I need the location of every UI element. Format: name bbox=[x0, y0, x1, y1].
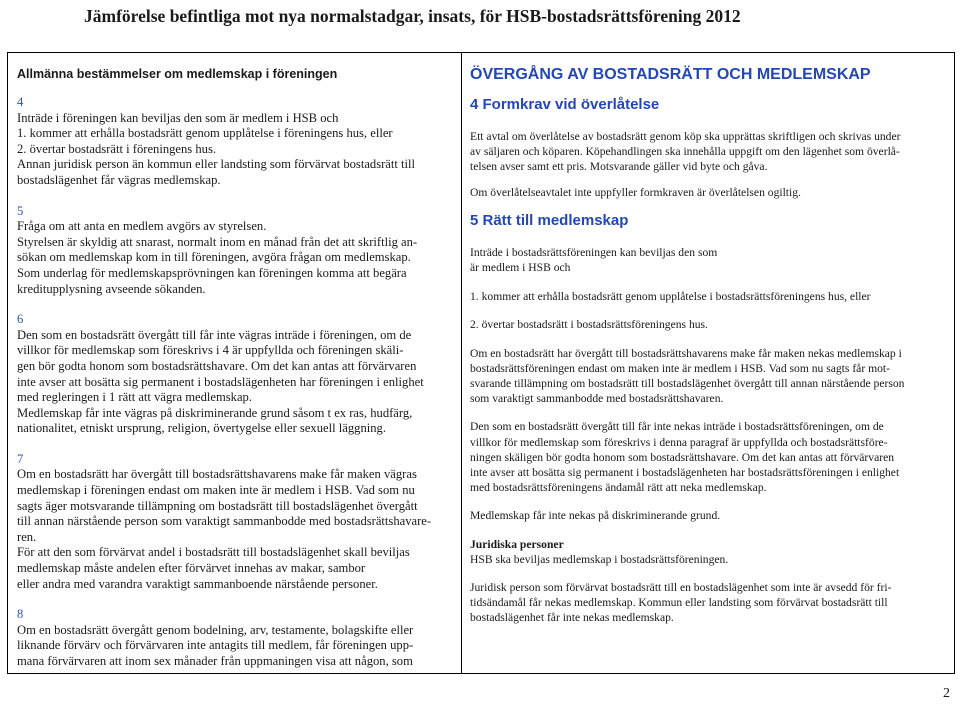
text-line: Om en bostadsrätt övergått genom bodelning, arv, testamente, bolagskifte eller bbox=[17, 622, 414, 637]
paragraph-number-6: 6 bbox=[17, 312, 24, 327]
text-line: sökan om medlemskap kom in till föreningen, avgöra frågan om medlemskap. bbox=[17, 250, 411, 265]
text-line: Medlemskap får inte vägras på diskriminerande grund såsom t ex ras, hudfärg, bbox=[17, 405, 413, 420]
text-line: telsen avser samt ett pris. Motsvarande gäller vid byte och gåva. bbox=[470, 160, 768, 174]
text-line: Inträde i bostadsrättsföreningen kan beviljas den som bbox=[470, 245, 718, 259]
text-line: är medlem i HSB och bbox=[470, 261, 571, 275]
text-line: Om en bostadsrätt har övergått till bostadsrättshavarens make får maken vägras bbox=[17, 467, 417, 482]
paragraph-7-text bbox=[17, 467, 453, 592]
text-line: Juridisk person som förvärvat bostadsrätt till en bostadslägenhet som inte är avsedd för fri- bbox=[470, 581, 892, 595]
text-line: Styrelsen är skyldig att snarast, normalt inom en månad från det att skriftlig an- bbox=[17, 234, 418, 249]
text-line: Om en bostadsrätt har övergått till bostadsrättshavarens make får maken nekas medlemskap i bbox=[470, 346, 902, 360]
paragraph-number-7: 7 bbox=[17, 451, 24, 466]
text-line: eller andra med varandra varaktigt sammanboende närstående personer. bbox=[17, 576, 378, 591]
left-column-current-statutes bbox=[17, 52, 453, 670]
text-line: gen bör godta honom som bostadsrättshavare. Om det kan antas att förvärvaren bbox=[17, 358, 417, 373]
document-title: Jämförelse befintliga mot nya normalstadgar, insats, för HSB-bostadsrättsförening 2012 bbox=[84, 6, 741, 26]
text-line: 2. övertar bostadsrätt i föreningens hus. bbox=[17, 141, 217, 156]
text-line: villkor för medlemskap som föreskrivs i denna paragraf är uppfyllda och bostadsrättsföre- bbox=[470, 435, 888, 449]
text-line: som varaktigt sammanbodde med bostadsrättshavaren. bbox=[470, 392, 724, 406]
text-line: Annan juridisk person än kommun eller landsting som förvärvat bostadsrätt till bbox=[17, 157, 416, 172]
text-line: ningen skäligen bör godta honom som bostadsrättshavare. Om det kan antas att förvärvaren bbox=[470, 450, 895, 464]
paragraph-number-5: 5 bbox=[17, 203, 24, 218]
text-line: med bostadsrättsföreningens ändamål rätt att neka medlemskap. bbox=[470, 481, 767, 495]
left-section-heading: Allmänna bestämmelser om medlemskap i föreningen bbox=[17, 67, 338, 81]
text-line: ren. bbox=[17, 529, 37, 544]
text-line: kreditupplysning avseende sökanden. bbox=[17, 281, 206, 296]
text-line: 1. kommer att erhålla bostadsrätt genom upplåtelse i föreningens hus, eller bbox=[17, 126, 393, 141]
text-line: mana förvärvaren att inom sex månader från uppmaningen visa att någon, som bbox=[17, 654, 413, 668]
text-line: bostadsrättsföreningen endast om maken inte är medlem i HSB. Vad som nu sagts får mot- bbox=[470, 361, 890, 375]
text-line: villkor för medlemskap som föreskrivs i 4 är uppfyllda och föreningen skäli- bbox=[17, 343, 404, 358]
subheading-ratt-till-medlemskap: 5 Rätt till medlemskap bbox=[470, 211, 629, 229]
paragraph-number-8: 8 bbox=[17, 607, 24, 622]
text-line: med regleringen i 1 rätt att vägra medlemskap. bbox=[17, 390, 252, 405]
text-line: Den som en bostadsrätt övergått till får inte nekas inträde i bostadsrättsföreningen, om de bbox=[470, 420, 884, 434]
text-line: Om överlåtelseavtalet inte uppfyller formkraven är överlåtelsen ogiltig. bbox=[470, 185, 801, 199]
paragraph-8-text bbox=[17, 623, 453, 670]
text-line: medlemskap i föreningen endast om maken inte är medlem i HSB. Vad som nu bbox=[17, 483, 415, 498]
right-section-heading: ÖVERGÅNG AV BOSTADSRÄTT OCH MEDLEMSKAP bbox=[470, 66, 871, 83]
text-line: bostadslägenhet får inte nekas medlemskap. bbox=[470, 611, 674, 625]
text-line: av säljaren och köparen. Köpehandlingen ska innehålla uppgift om den lägenhet som överlå- bbox=[470, 145, 900, 159]
text-line: inte avser att bosätta sig permanent i bostadslägenheten har bostadsrättsföreningen i enlighet bbox=[470, 466, 900, 480]
page-number: 2 bbox=[943, 686, 950, 701]
text-line: till annan närstående person som varaktigt sammanbodde med bostadsrättshavare- bbox=[17, 514, 432, 529]
list-item: 2. övertar bostadsrätt i bostadsrättsföreningens hus. bbox=[470, 318, 708, 332]
text-line: liknande förvärv och förvärvaren inte antagits till medlem, får föreningen upp- bbox=[17, 638, 414, 653]
right-column-new-statutes bbox=[470, 52, 950, 626]
column-divider bbox=[461, 52, 462, 673]
text-line: Ett avtal om överlåtelse av bostadsrätt genom köp ska upprättas skriftligen och skrivas under bbox=[470, 130, 901, 143]
text-line: Fråga om att anta en medlem avgörs av styrelsen. bbox=[17, 219, 267, 234]
text-line: medlemskap måste andelen efter förvärvet innehas av makar, sambor bbox=[17, 561, 366, 576]
text-line: HSB ska beviljas medlemskap i bostadsrättsföreningen. bbox=[470, 552, 729, 566]
text-line: nationalitet, etniskt ursprung, religion, övertygelse eller sexuell läggning. bbox=[17, 421, 386, 436]
text-line: tidsändamål får nekas medlemskap. Kommun eller landsting som förvärvat bostadsrätt till bbox=[470, 596, 888, 610]
paragraph-number-4: 4 bbox=[17, 95, 24, 109]
subheading-juridiska-personer: Juridiska personer bbox=[470, 537, 564, 551]
subheading-formkrav: 4 Formkrav vid överlåtelse bbox=[470, 96, 660, 113]
paragraph-4-text bbox=[17, 111, 453, 189]
text-line: bostadslägenhet får vägras medlemskap. bbox=[17, 172, 221, 187]
paragraph-6-text bbox=[17, 328, 453, 437]
text-line: För att den som förvärvat andel i bostadsrätt till bostadslägenhet skall beviljas bbox=[17, 545, 410, 560]
paragraph-5-text bbox=[17, 219, 453, 297]
text-line: Den som en bostadsrätt övergått till får inte vägras inträde i föreningen, om de bbox=[17, 327, 412, 342]
text-line: Inträde i föreningen kan beviljas den som är medlem i HSB och bbox=[17, 110, 339, 125]
text-line: sagts äger motsvarande tillämpning om bostadsrätt till bostadslägenhet övergått bbox=[17, 498, 418, 513]
text-line: Som underlag för medlemskapsprövningen kan föreningen komma att begära bbox=[17, 265, 407, 280]
text-line: inte avser att bosätta sig permanent i bostadslägenheten har föreningen i enlighet bbox=[17, 374, 424, 389]
text-line: svarande tillämpning om bostadsrätt till bostadslägenhet övergått till annan närstående person bbox=[470, 377, 905, 391]
list-item: 1. kommer att erhålla bostadsrätt genom upplåtelse i bostadsrättsföreningens hus, eller bbox=[470, 290, 871, 304]
text-line: Medlemskap får inte nekas på diskriminerande grund. bbox=[470, 509, 721, 523]
